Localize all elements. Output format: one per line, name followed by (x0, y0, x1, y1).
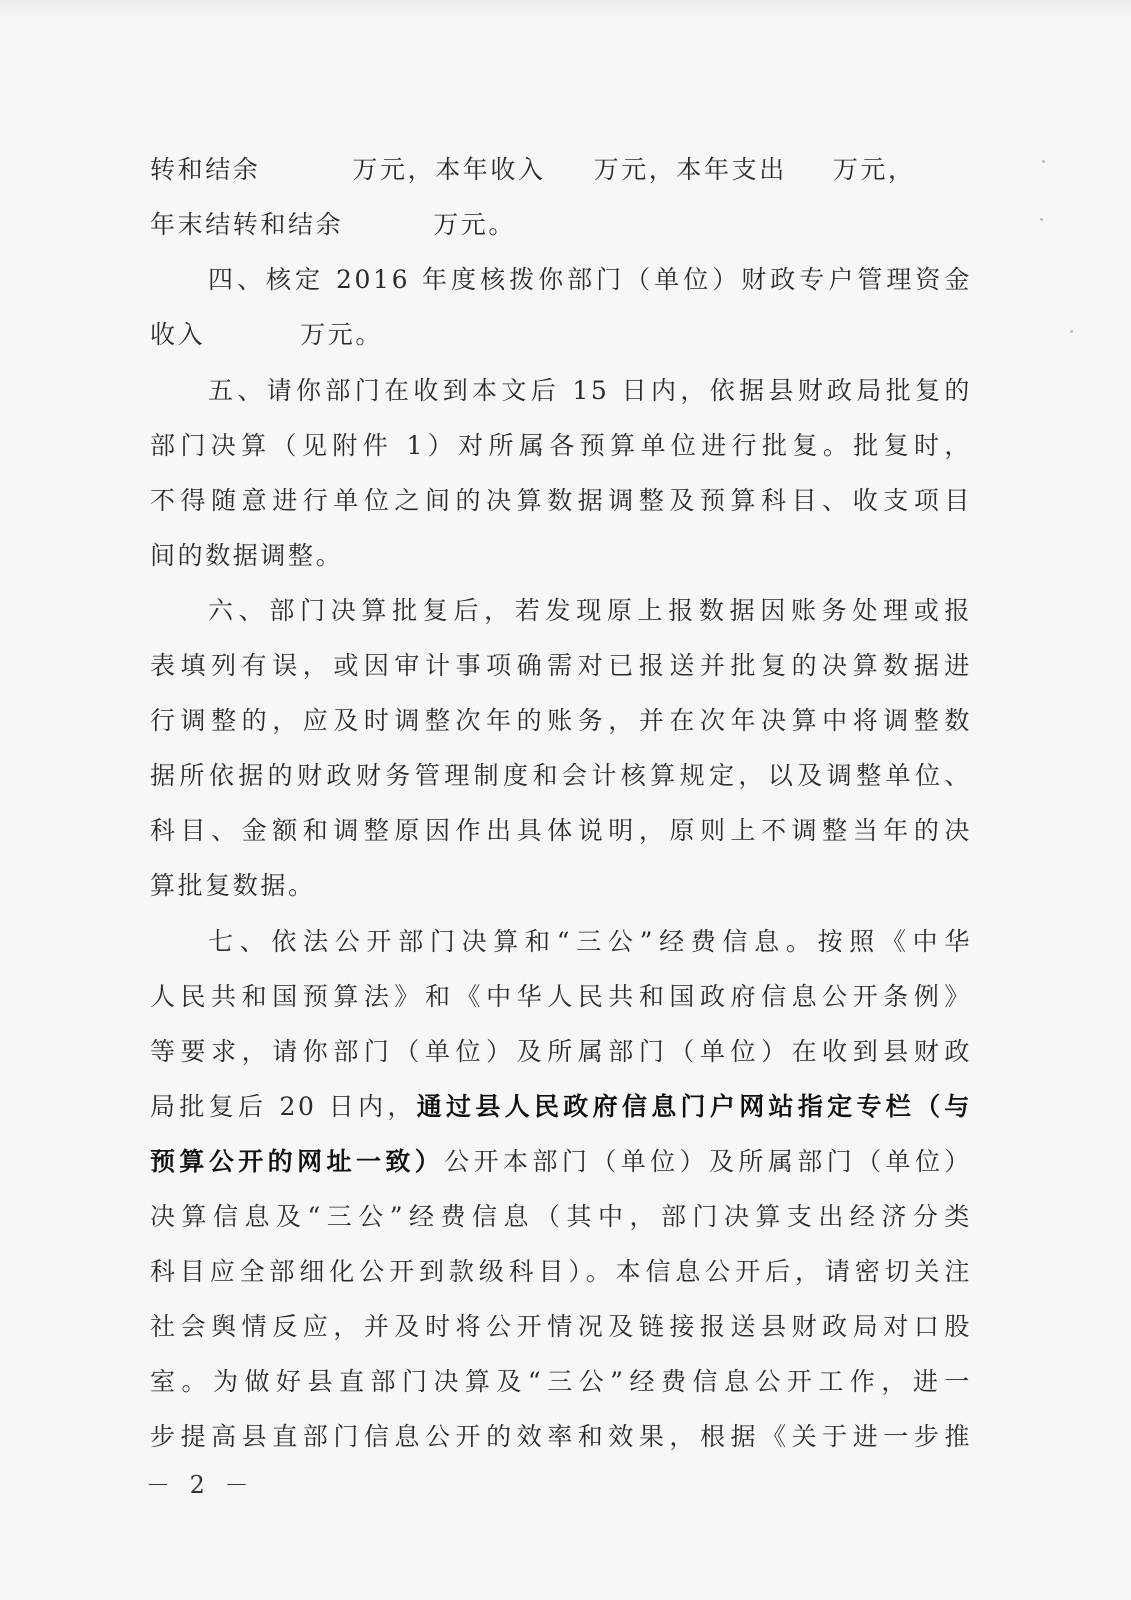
text-fragment: 转和结余 (150, 155, 261, 184)
text-line: 间的数据调整。 (150, 541, 344, 570)
scan-edge-shadow (0, 0, 1131, 18)
text-line: 社会舆情反应，并及时将公开情况及链接报送县财政局对口股 (150, 1312, 972, 1341)
bold-text-fragment: 通过县人民政府信息门户网站指定专栏（与 (416, 1092, 972, 1121)
text-fragment: 万元，本年支出 (593, 155, 787, 184)
text-line: 人民共和国预算法》和《中华人民共和国政府信息公开条例》 (150, 982, 972, 1011)
text-line: 表填列有误，或因审计事项确需对已报送并批复的决算数据进 (150, 651, 972, 680)
text-fragment: 万元。 (433, 210, 517, 239)
text-line: 不得随意进行单位之间的决算数据调整及预算科目、收支项目 (150, 486, 972, 515)
text-fragment: 收入 (150, 320, 206, 349)
scan-speck (1042, 160, 1045, 163)
text-line (150, 1147, 972, 1177)
text-line: 决算信息及“三公”经费信息（其中，部门决算支出经济分类 (150, 1202, 972, 1231)
text-line: 室。为做好县直部门决算及“三公”经费信息公开工作，进一 (150, 1367, 972, 1396)
text-line: 部门决算（见附件 1）对所属各预算单位进行批复。批复时， (150, 431, 972, 460)
text-fragment: 万元。 (300, 320, 384, 349)
text-fragment: 局批复后 20 日内， (150, 1092, 417, 1121)
text-line: 据所依据的财政财务管理制度和会计核算规定，以及调整单位、 (150, 761, 972, 790)
text-line (150, 1092, 972, 1122)
text-line: 科目应全部细化公开到款级科目）。本信息公开后，请密切关注 (150, 1257, 972, 1286)
scan-speck (1040, 218, 1043, 221)
text-line: 七、依法公开部门决算和“三公”经费信息。按照《中华 (208, 927, 972, 956)
text-fragment: 万元， (832, 155, 916, 184)
text-line: 科目、金额和调整原因作出具体说明，原则上不调整当年的决 (150, 816, 972, 845)
text-line: 五、请你部门在收到本文后 15 日内，依据县财政局批复的 (208, 376, 972, 405)
text-fragment: 公开本部门（单位）及所属部门（单位） (444, 1147, 972, 1176)
text-line: 算批复数据。 (150, 871, 316, 900)
page-number: － 2 － (146, 1471, 255, 1499)
text-line: 等要求，请你部门（单位）及所属部门（单位）在收到县财政 (150, 1037, 972, 1066)
text-fragment: 年末结转和结余 (150, 210, 344, 239)
text-line: 六、部门决算批复后，若发现原上报数据因账务处理或报 (208, 596, 972, 625)
scan-speck (1070, 330, 1073, 333)
text-line: 行调整的，应及时调整次年的账务，并在次年决算中将调整数 (150, 706, 972, 735)
text-fragment: 万元，本年收入 (352, 155, 546, 184)
bold-text-fragment: 预算公开的网址一致） (150, 1147, 445, 1176)
text-line: 四、核定 2016 年度核拨你部门（单位）财政专户管理资金 (208, 265, 972, 294)
text-line (150, 320, 980, 350)
text-line (150, 210, 980, 240)
text-line (150, 155, 980, 185)
text-line: 步提高县直部门信息公开的效率和效果，根据《关于进一步推 (150, 1422, 972, 1451)
